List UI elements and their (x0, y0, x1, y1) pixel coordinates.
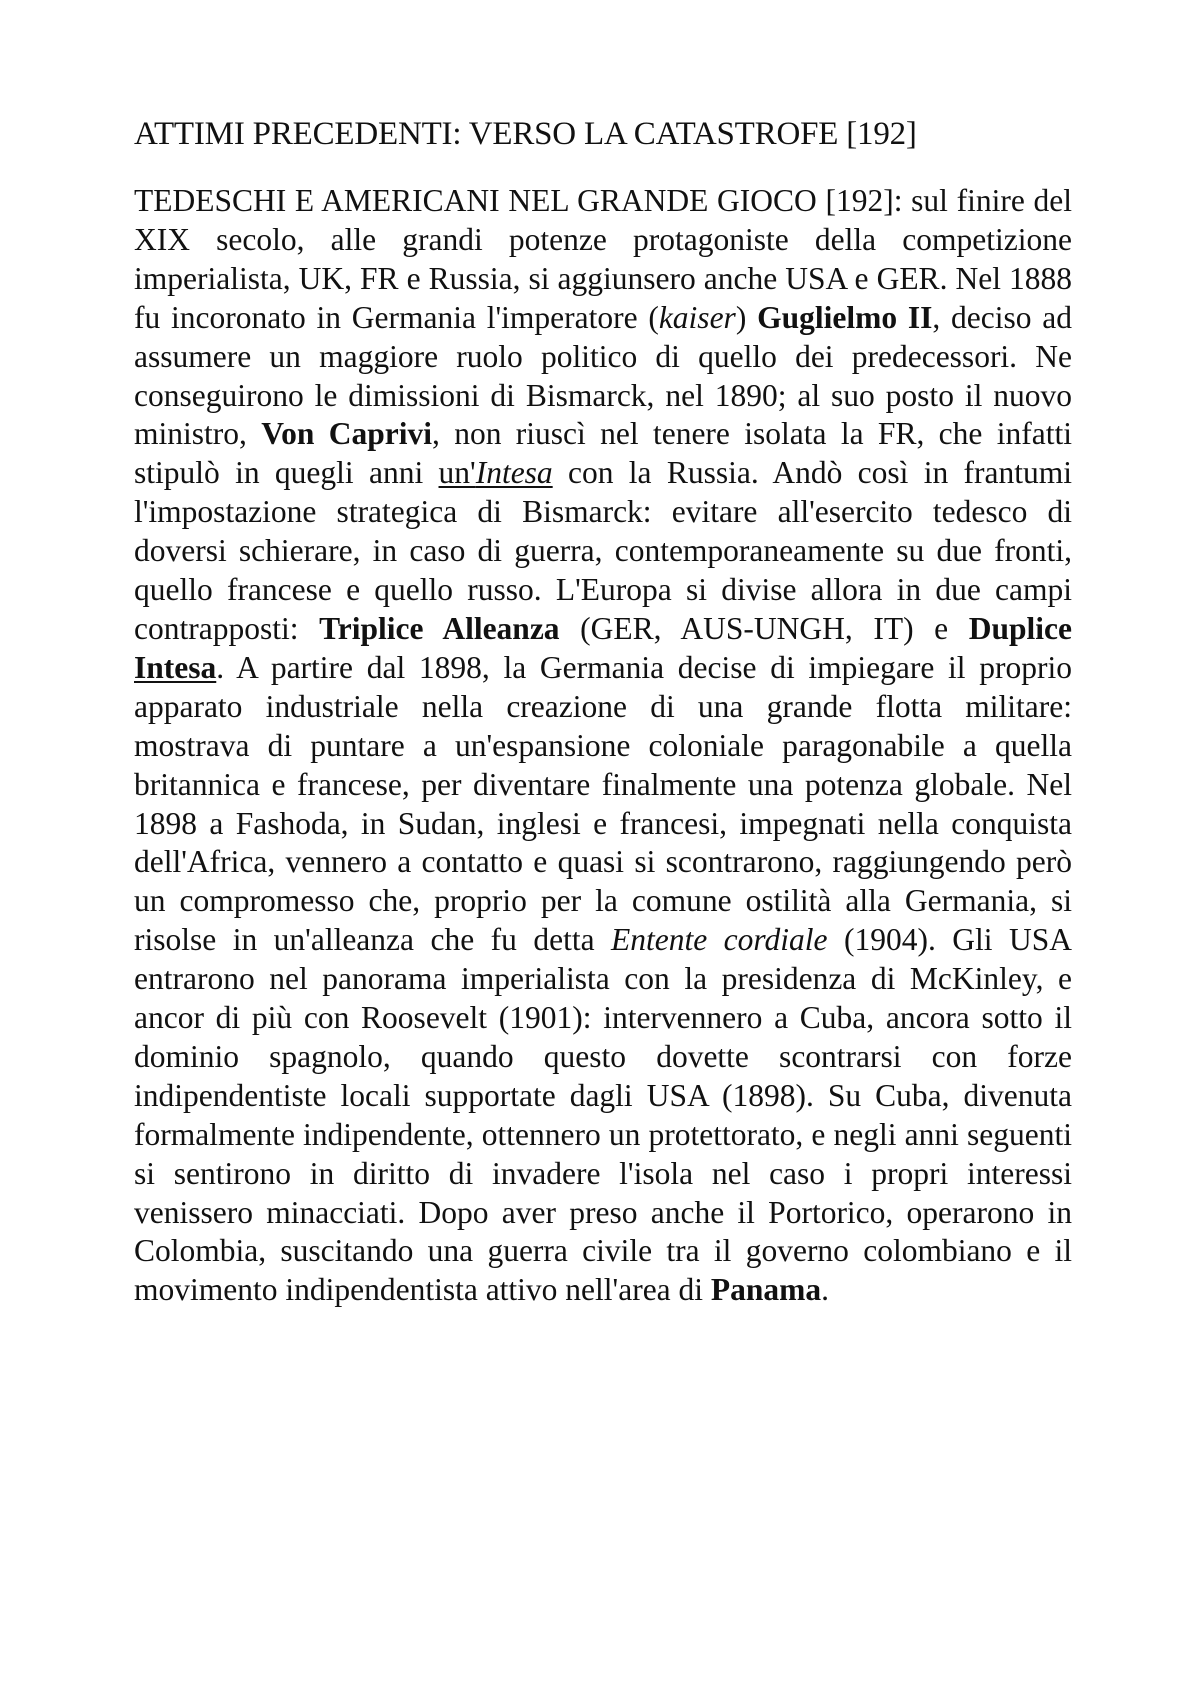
bold-term-panama: Panama (710, 1272, 822, 1308)
text-run: (1904). Gli USA entrarono nel panorama imperialista con la presidenza di McKinley, e ancor di più con Roosevelt (1901): intervennero a Cuba, ancora sotto il dominio spagnolo, quando questo dovette scontrarsi con forze indipendentiste locali supportate dagli USA (1898). Su Cuba, divenuta formalmente indipendente, ottennero un protettorato, e negli anni seguenti si sentirono in diritto di invadere l'isola nel caso i propri interessi venissero minacciati. Dopo aver preso anche il Portorico, operarono in Colombia, suscitando una guerra civile tra il governo colombiano e il movimento indipendentista attivo nell'area di (134, 922, 1073, 1308)
text-run: , non riuscì nel tenere isolata la FR, che infatti stipulò in quegli anni (134, 416, 1072, 491)
text-run: TEDESCHI E AMERICANI NEL GRANDE GIOCO [192]: sul finire del XIX secolo, alle grandi potenze protagoniste della competizione imperialista, UK, FR e Russia, si aggiunsero anche USA e GER. Nel 1888 fu incoronato in Germania l'imperatore ( (134, 183, 1072, 335)
text-run: , deciso ad assumere un maggiore ruolo politico di quello dei predecessori. Ne conseguirono le dimissioni di Bismarck, nel 1890; al suo posto il nuovo ministro, (134, 299, 1072, 452)
document-heading: ATTIMI PRECEDENTI: VERSO LA CATASTROFE [192] (134, 116, 917, 152)
bold-underlined-term-intesa: Intesa (134, 649, 217, 685)
bold-term-von-caprivi: Von Caprivi (261, 416, 432, 452)
bold-term-guglielmo: Guglielmo II (757, 299, 933, 335)
text-run: (GER, AUS-UNGH, IT) e (559, 610, 969, 646)
text-run: . A partire dal 1898, la Germania decise di impiegare il proprio apparato industriale nella creazione di una grande flotta militare: mostrava di puntare a un'espansione coloniale paragonabile a quella britannica e francese, per diventare finalmente una potenza globale. Nel 1898 a Fashoda, in Sudan, inglesi e francesi, impegnati nella conquista dell'Africa, vennero a contatto e quasi si scontrarono, raggiungendo però un compromesso che, proprio per la comune ostilità alla Germania, si risolse in un'alleanza che fu detta (134, 649, 1072, 958)
text-run: ) (735, 299, 758, 335)
italic-term-entente-cordiale: Entente cordiale (611, 922, 828, 958)
document-page (134, 106, 1072, 1310)
underlined-term-un: un' (438, 455, 476, 491)
underlined-italic-term-intesa: Intesa (475, 455, 553, 491)
text-run: . (821, 1272, 830, 1308)
italic-term-kaiser: kaiser (658, 299, 736, 335)
text-run: con la Russia. Andò così in frantumi l'impostazione strategica di Bismarck: evitare all'esercito tedesco di doversi schierare, in caso di guerra, contemporaneamente su due fronti, quello francese e quello russo. L'Europa si divise allora in due campi contrapposti: (134, 455, 1072, 646)
body-paragraph (134, 182, 1072, 1310)
bold-term-triplice-alleanza: Triplice Alleanza (319, 610, 560, 646)
bold-term-duplice: Duplice (968, 610, 1073, 646)
